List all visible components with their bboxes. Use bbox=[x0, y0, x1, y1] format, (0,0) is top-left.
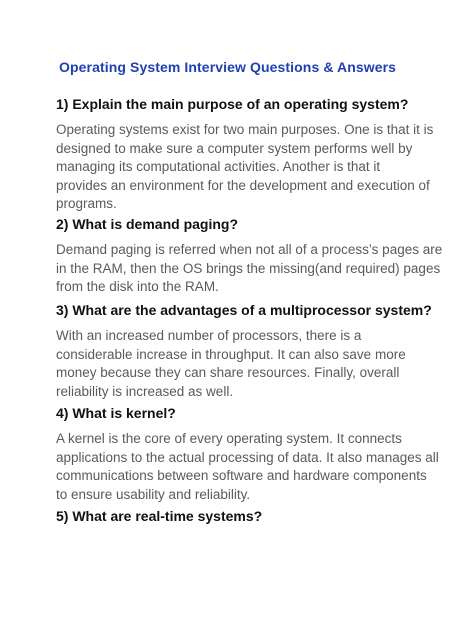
question-heading: 3) What are the advantages of a multiprocessor system? bbox=[56, 302, 432, 318]
qa-item bbox=[56, 301, 456, 401]
answer-paragraph bbox=[56, 327, 456, 401]
answer-line: money because they can share resources. Finally, overall bbox=[56, 365, 400, 380]
answer-line: applications to the actual processing of data. It also manages all bbox=[56, 449, 439, 465]
question-heading: 5) What are real-time systems? bbox=[56, 508, 263, 524]
answer-paragraph bbox=[56, 430, 456, 504]
answer-line: from the disk into the RAM. bbox=[56, 279, 219, 294]
answer-paragraph bbox=[56, 121, 456, 214]
answer-line: programs. bbox=[56, 196, 117, 211]
qa-item bbox=[56, 404, 456, 504]
answer-paragraph bbox=[56, 241, 456, 297]
answer-line: to ensure usability and reliability. bbox=[56, 486, 251, 502]
answer-line: provides an environment for the development and execution of bbox=[56, 177, 430, 193]
answer-line: Demand paging is referred when not all of a process’s pages are bbox=[56, 242, 443, 257]
qa-item bbox=[56, 95, 456, 214]
answer-line: managing its computational activities. Another is that it bbox=[56, 159, 381, 174]
answer-line: communications between software and hardware components bbox=[56, 468, 427, 483]
question-heading: 4) What is kernel? bbox=[56, 405, 176, 421]
question-heading: 2) What is demand paging? bbox=[56, 216, 239, 232]
document-title: Operating System Interview Questions & Answers bbox=[59, 59, 397, 75]
qa-item bbox=[56, 507, 456, 525]
answer-line: Operating systems exist for two main purposes. One is that it is bbox=[56, 122, 434, 137]
question-heading: 1) Explain the main purpose of an operating system? bbox=[56, 96, 409, 112]
answer-line: A kernel is the core of every operating system. It connects bbox=[56, 431, 402, 446]
answer-line: in the RAM, then the OS brings the missing(and required) pages bbox=[56, 260, 441, 276]
answer-line: considerable increase in throughput. It can also save more bbox=[56, 346, 406, 362]
answer-line: reliability is increased as well. bbox=[56, 383, 234, 399]
answer-line: designed to make sure a computer system performs well by bbox=[56, 140, 413, 156]
qa-item bbox=[56, 215, 456, 297]
answer-line: With an increased number of processors, there is a bbox=[56, 328, 362, 343]
